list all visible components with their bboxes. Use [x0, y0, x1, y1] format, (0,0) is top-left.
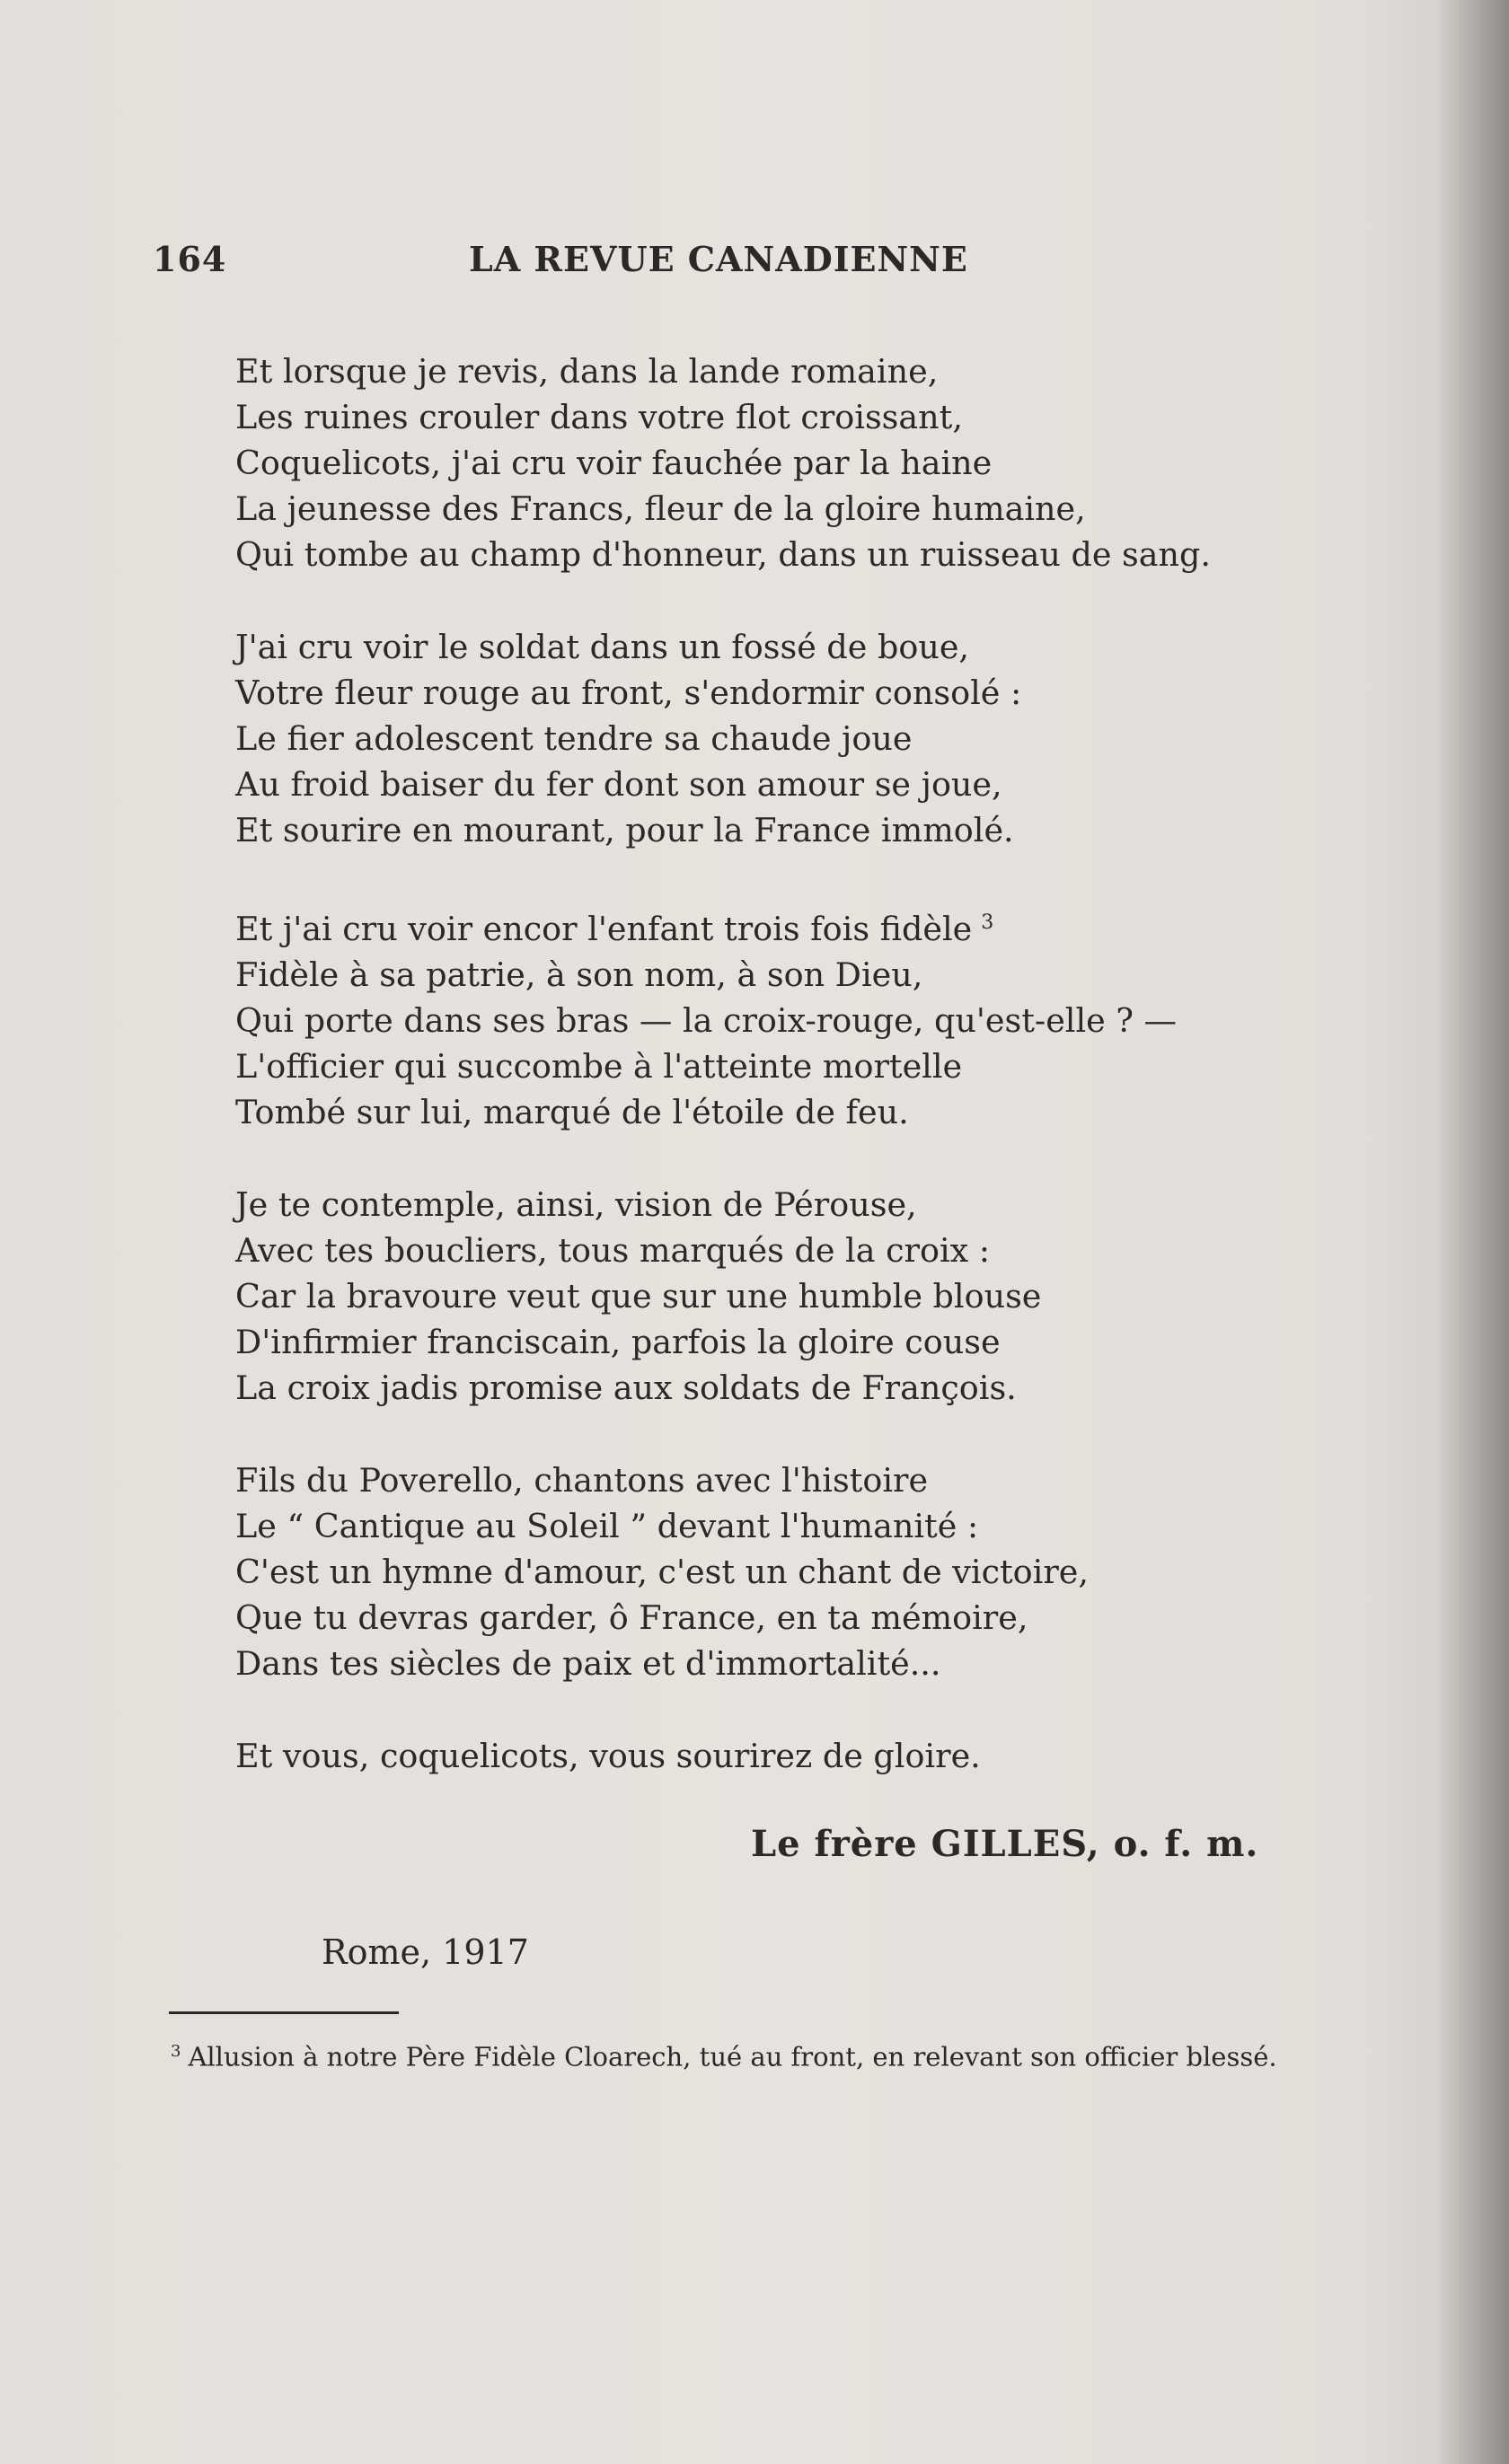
closing-line: Et vous, coquelicots, vous sourirez de gloire.	[235, 1737, 981, 1776]
poem-line: Coquelicots, j'ai cru voir fauchée par la haine	[235, 444, 993, 482]
stanza-3	[235, 900, 1313, 1135]
poem-line: Fils du Poverello, chantons avec l'histoire	[235, 1461, 929, 1500]
poem-line: Car la bravoure veut que sur une humble blouse	[235, 1277, 1042, 1316]
page-edge-shadow	[1437, 0, 1509, 2464]
poem-line: La jeunesse des Francs, fleur de la gloire humaine,	[235, 489, 1086, 528]
poem-line: Avec tes boucliers, tous marqués de la croix :	[235, 1231, 991, 1271]
poem-line: Je te contemple, ainsi, vision de Pérouse,	[235, 1185, 917, 1225]
footnote	[171, 2031, 1329, 2078]
stanza-1	[235, 348, 1313, 577]
page-header	[153, 239, 1051, 293]
poem-line: Et lorsque je revis, dans la lande romaine,	[235, 352, 939, 391]
poem-line: D'infirmier franciscain, parfois la gloire couse	[235, 1323, 1001, 1362]
poem-line: Qui porte dans ses bras — la croix-rouge, qu'est-elle ? —	[235, 1001, 1178, 1041]
poem-line-text: Et j'ai cru voir encor l'enfant trois fois fidèle	[235, 910, 973, 949]
stanza-2	[235, 624, 1313, 853]
poem-line: Votre fleur rouge au front, s'endormir consolé :	[235, 673, 1022, 712]
footnote-text: Allusion à notre Père Fidèle Cloarech, tué au front, en relevant son officier blessé.	[188, 2041, 1277, 2072]
page-number: 164	[153, 239, 227, 279]
footnote-reference[interactable]: 3	[981, 911, 994, 934]
poem-line: C'est un hymne d'amour, c'est un chant de victoire,	[235, 1553, 1089, 1592]
poem-line: L'officier qui succombe à l'atteinte mortelle	[235, 1047, 963, 1087]
poem-line: Fidèle à sa patrie, à son nom, à son Dieu,	[235, 955, 923, 995]
place-date: Rome, 1917	[322, 1932, 529, 1972]
poem-line: J'ai cru voir le soldat dans un fossé de boue,	[235, 628, 970, 666]
poem	[235, 348, 1313, 1779]
poem-line: Le “ Cantique au Soleil ” devant l'humanité :	[235, 1507, 979, 1546]
author-signature: Le frère GILLES, o. f. m.	[751, 1823, 1259, 1865]
poem-line: Au froid baiser du fer dont son amour se joue,	[235, 765, 1002, 804]
poem-line: Les ruines crouler dans votre flot croissant,	[235, 398, 963, 436]
poem-line: Et sourire en mourant, pour la France immolé.	[235, 811, 1014, 849]
poem-line: Qui tombe au champ d'honneur, dans un ruisseau de sang.	[235, 535, 1212, 574]
stanza-5	[235, 1457, 1313, 1686]
stanza-4	[235, 1182, 1313, 1411]
poem-line: Le fier adolescent tendre sa chaude joue	[235, 719, 913, 758]
poem-line: Tombé sur lui, marqué de l'étoile de feu.	[235, 1093, 909, 1132]
running-title: LA REVUE CANADIENNE	[469, 239, 968, 279]
footnote-mark: 3	[171, 2042, 181, 2061]
poem-line	[235, 900, 1313, 952]
poem-line: Dans tes siècles de paix et d'immortalité...	[235, 1644, 941, 1684]
poem-line: La croix jadis promise aux soldats de François.	[235, 1368, 1017, 1408]
poem-line: Que tu devras garder, ô France, en ta mémoire,	[235, 1598, 1028, 1638]
footnote-rule	[169, 2011, 399, 2014]
